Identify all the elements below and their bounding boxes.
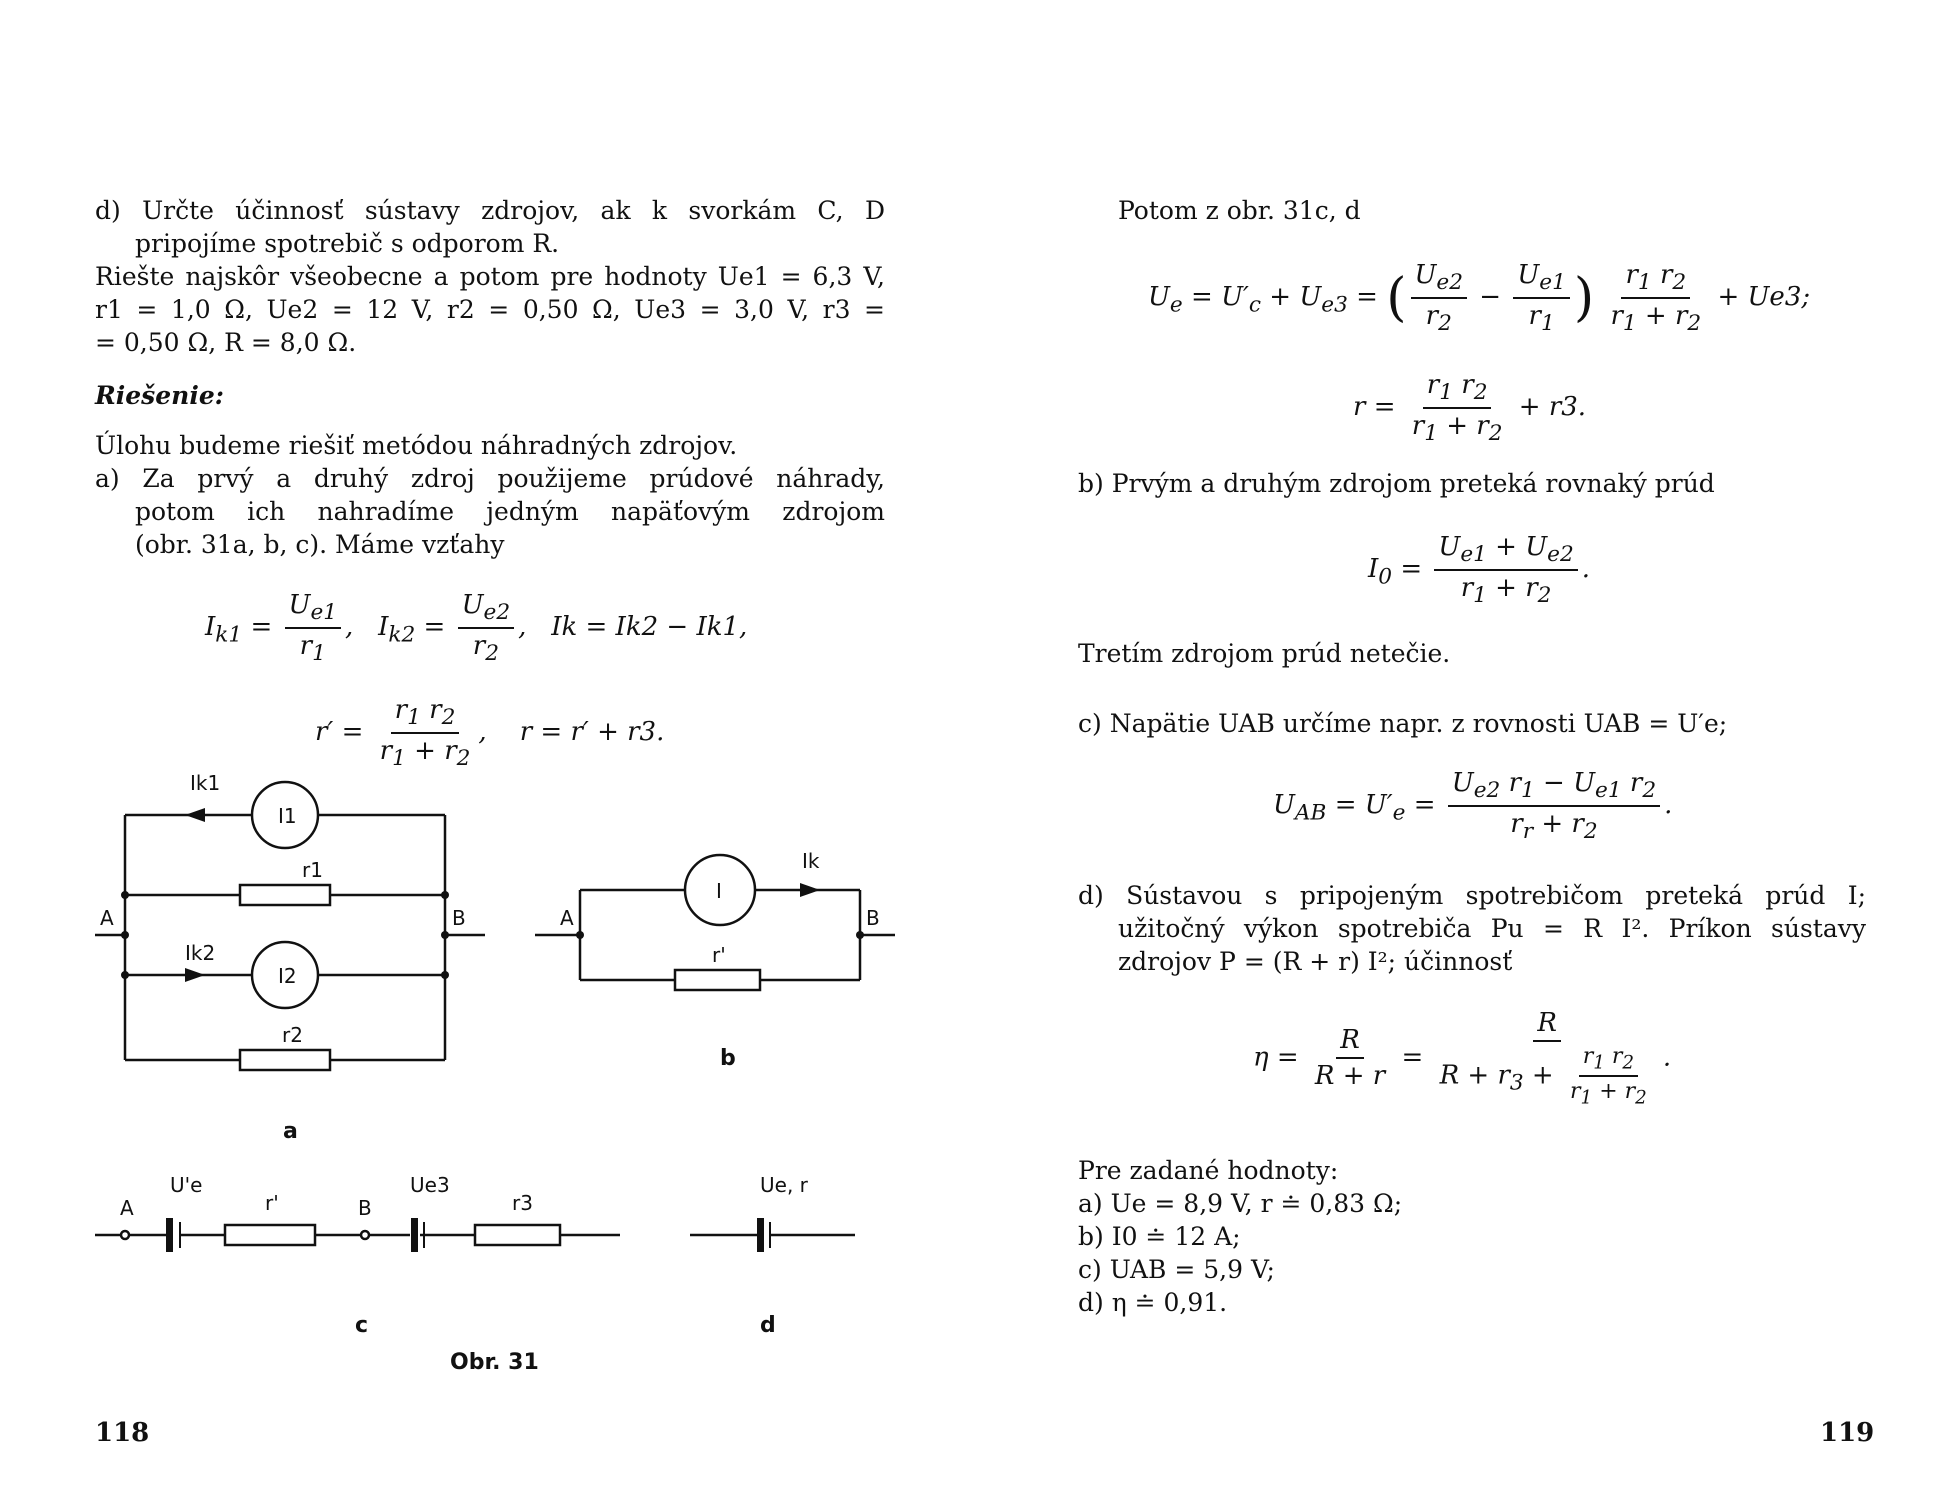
equation-ue: $U_e = U'_c + U_{e3}$ = ( $\frac{U_{e2}}{r_2}$ − $\frac{U_{e1}}{r_1}$ ) $\frac{r_1 r_2}{r_1 + r_2}$ + Ue3;	[1148, 260, 1811, 337]
method-line: Úlohu budeme riešiť metódou náhradných zdrojov.	[95, 431, 738, 460]
equation-i0: $I_0$ = $\frac{U_{e1} + U_{e2}}{r_1 + r_2}$ .	[1368, 532, 1591, 609]
figure-31-diagram	[0, 760, 978, 1360]
equation-ik-tail: Ik = Ik2 − Ik1,	[551, 612, 748, 643]
values-heading: Pre zadané hodnoty:	[1078, 1156, 1339, 1185]
right-page	[978, 0, 1956, 1500]
arrow-icon	[800, 883, 820, 897]
solve-line2: r1 = 1,0 Ω, Ue2 = 12 V, r2 = 0,50 Ω, Ue3 = 3,0 V, r3 =	[95, 295, 885, 324]
solve-line3: = 0,50 Ω, R = 8,0 Ω.	[95, 328, 357, 357]
label-r3: r3	[512, 1191, 533, 1215]
label-b-node-a: A	[560, 906, 574, 930]
part-d-line3: zdrojov P = (R + r) I²; účinnosť	[1118, 947, 1513, 976]
solve-line1: Riešte najskôr všeobecne a potom pre hodnoty Ue1 = 6,3 V,	[95, 262, 885, 291]
label-r1: r1	[302, 858, 323, 882]
label-b-node-b: B	[866, 906, 880, 930]
part-c-line: c) Napätie UAB určíme napr. z rovnosti UAB = U′e;	[1078, 709, 1728, 738]
part-d-line2: užitočný výkon spotrebiča Pu = R I². Príkon sústavy	[1118, 914, 1866, 943]
figure-caption: Obr. 31	[450, 1350, 539, 1375]
solution-heading: Riešenie:	[95, 381, 224, 410]
subfigure-label-b: b	[720, 1046, 736, 1071]
label-c-r-prime: r'	[265, 1191, 279, 1215]
label-i: I	[716, 879, 722, 903]
label-i2: I2	[278, 964, 297, 988]
part-d-line1: d) Sústavou s pripojeným spotrebičom preteká prúd I;	[1078, 881, 1866, 910]
equation-eta: η = $\frac{R}{R + r}$ = R $R + r_3$ + $\frac{r_1 r_2}{r_1 + r_2}$ .	[1253, 1008, 1672, 1109]
arrow-icon	[185, 968, 205, 982]
battery-icon	[411, 1218, 418, 1252]
label-i1: I1	[278, 804, 297, 828]
equation-r-tail-right: + r3.	[1518, 392, 1587, 423]
intro-line: Potom z obr. 31c, d	[1118, 196, 1361, 225]
label-c-node-b: B	[358, 1196, 372, 1220]
part-a-line2: potom ich nahradíme jedným napäťovým zdrojom	[135, 497, 885, 526]
equation-r-tail: r = r′ + r3.	[519, 717, 665, 748]
equation-r-prime: r′ = $\frac{r_1 r_2}{r_1 + r_2}$ , r = r′ + r3.	[315, 695, 665, 772]
subfigure-label-d: d	[760, 1313, 776, 1338]
label-a-node-b: B	[452, 906, 466, 930]
part-a-line1: a) Za prvý a druhý zdroj použijeme prúdové náhrady,	[95, 464, 885, 493]
third-source-line: Tretím zdrojom prúd netečie.	[1078, 639, 1451, 668]
equation-ue-tail: + Ue3;	[1717, 282, 1811, 313]
arrow-icon	[185, 808, 205, 822]
label-ue3: Ue3	[410, 1173, 450, 1197]
task-d-line1: d) Určte účinnosť sústavy zdrojov, ak k svorkám C, D	[95, 196, 885, 225]
page-number-left: 118	[95, 1418, 150, 1448]
label-ik1: Ik1	[190, 771, 221, 795]
result-b: b) I0 ≐ 12 A;	[1078, 1222, 1241, 1251]
subfigure-label-c: c	[355, 1313, 369, 1338]
equation-r: r = $\frac{r_1 r_2}{r_1 + r_2}$ + r3.	[1353, 370, 1587, 447]
label-ue-r: Ue, r	[760, 1173, 808, 1197]
part-a-line3: (obr. 31a, b, c). Máme vzťahy	[135, 530, 505, 559]
equation-ik: $I_{k1}$ = $\frac{U_{e1}}{r_1}$ , $I_{k2}$ = $\frac{U_{e2}}{r_2}$ , Ik = Ik2 − Ik1,	[205, 590, 748, 667]
label-c-node-a: A	[120, 1196, 134, 1220]
result-d: d) η ≐ 0,91.	[1078, 1288, 1228, 1317]
label-ik: Ik	[802, 849, 820, 873]
subfigure-label-a: a	[283, 1119, 298, 1144]
equation-uab: $U_{AB} = U'_e$ = $\frac{U_{e2} r_1 - U_{e1} r_2}{r_r + r_2}$ .	[1273, 768, 1673, 845]
result-c: c) UAB = 5,9 V;	[1078, 1255, 1275, 1284]
page-number-right: 119	[1820, 1418, 1875, 1448]
battery-icon	[757, 1218, 764, 1252]
label-r-prime: r'	[712, 943, 726, 967]
task-d-line2: pripojíme spotrebič s odporom R.	[135, 229, 560, 258]
result-a: a) Ue = 8,9 V, r ≐ 0,83 Ω;	[1078, 1189, 1403, 1218]
label-ue-prime: U'e	[170, 1173, 203, 1197]
label-a-node-a: A	[100, 906, 114, 930]
label-ik2: Ik2	[185, 941, 216, 965]
part-b-line: b) Prvým a druhým zdrojom preteká rovnaký prúd	[1078, 469, 1715, 498]
battery-icon	[166, 1218, 173, 1252]
label-r2: r2	[282, 1023, 303, 1047]
